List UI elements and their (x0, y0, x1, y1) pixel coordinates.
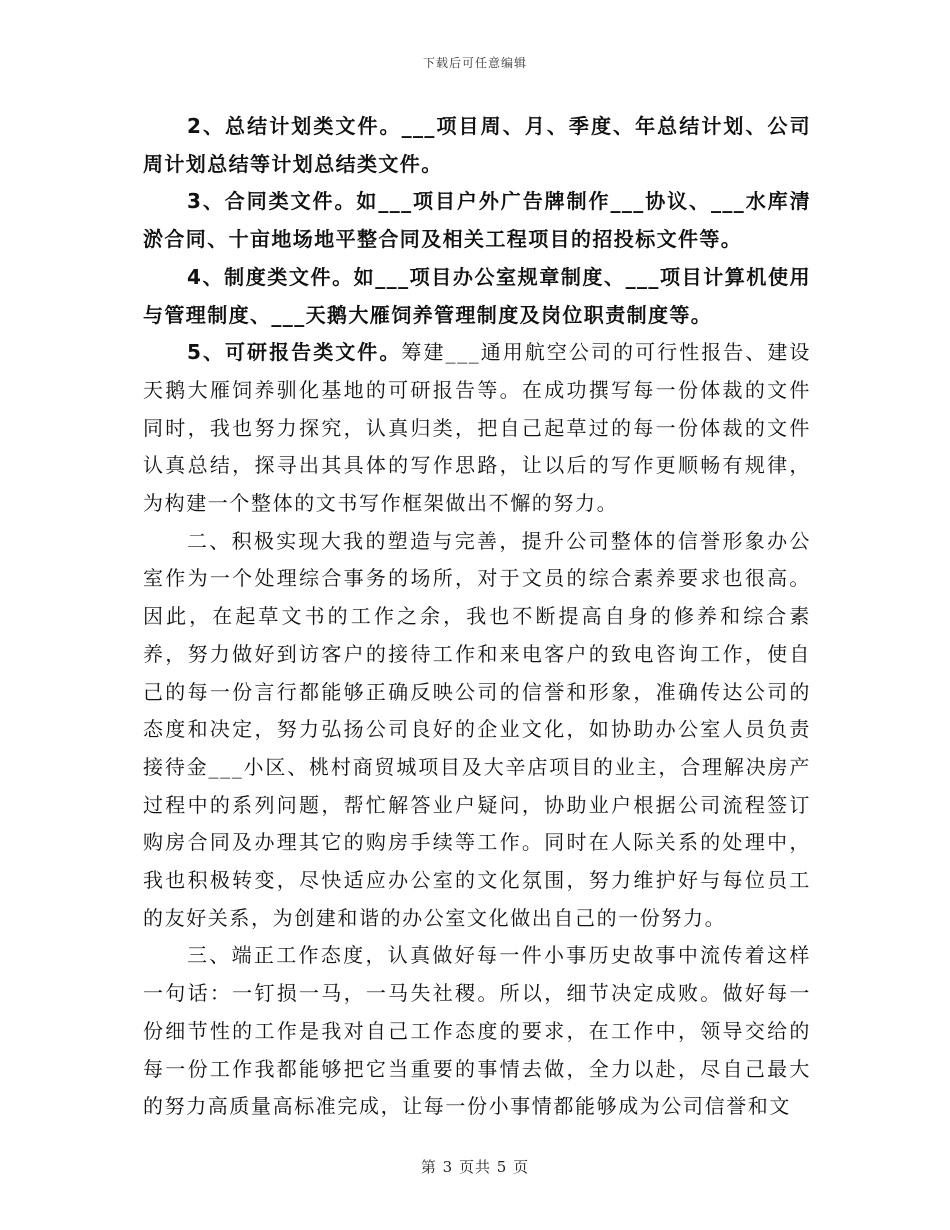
paragraph-regulation-files: 4、制度类文件。如___项目办公室规章制度、___项目计算机使用与管理制度、___天鹅大雁饲养管理制度及岗位职责制度等。 (143, 264, 811, 327)
paragraph-feasibility-files (143, 334, 811, 523)
paragraph-feasibility-body: 筹建___通用航空公司的可行性报告、建设天鹅大雁饲养驯化基地的可研报告等。在成功撰写每一份体裁的文件同时，我也努力探究，认真归类，把自己起草过的每一份体裁的文件认真总结，探寻出其具体的写作思路，让以后的写作更顺畅有规律，为构建一个整体的文书写作框架做出不懈的努力。 (143, 340, 811, 516)
page-header: 下载后可任意编辑 (422, 56, 527, 70)
paragraph-contract-files: 3、合同类文件。如___项目户外广告牌制作___协议、___水库清淤合同、十亩地场地平整合同及相关工程项目的招投标文件等。 (143, 189, 811, 252)
paragraph-feasibility-lead: 5、可研报告类文件。 (187, 340, 402, 365)
section-three-paragraph: 三、端正工作态度，认真做好每一件小事历史故事中流传着这样一句话：一钉损一马，一马失社稷。所以，细节决定成败。做好每一份细节性的工作是我对自己工作态度的要求，在工作中，领导交给的每一份工作我都能够把它当重要的事情去做，全力以赴，尽自己最大的努力高质量高标准完成，让每一份小事情都能够成为公司信誉和文 (143, 943, 811, 1119)
document-body (143, 108, 811, 1126)
page-number-footer: 第 3 页共 5 页 (420, 1158, 530, 1176)
paragraph-summary-plan-files: 2、总结计划类文件。___项目周、月、季度、年总结计划、公司周计划总结等计划总结类文件。 (143, 114, 811, 176)
section-two-paragraph: 二、积极实现大我的塑造与完善，提升公司整体的信誉形象办公室作为一个处理综合事务的场所，对于文员的综合素养要求也很高。因此，在起草文书的工作之余，我也不断提高自身的修养和综合素养，努力做好到访客户的接待工作和来电客户的致电咨询工作，使自己的每一份言行都能够正确反映公司的信誉和形象，准确传达公司的态度和决定，努力弘扬公司良好的企业文化，如协助办公室人员负责接待金___小区、桃村商贸城项目及大辛店项目的业主，合理解决房产过程中的系列问题，帮忙解答业户疑问，协助业户根据公司流程签订购房合同及办理其它的购房手续等工作。同时在人际关系的处理中，我也积极转变，尽快适应办公室的文化氛围，努力维护好与每位员工的友好关系，为创建和谐的办公室文化做出自己的一份努力。 (143, 528, 811, 930)
